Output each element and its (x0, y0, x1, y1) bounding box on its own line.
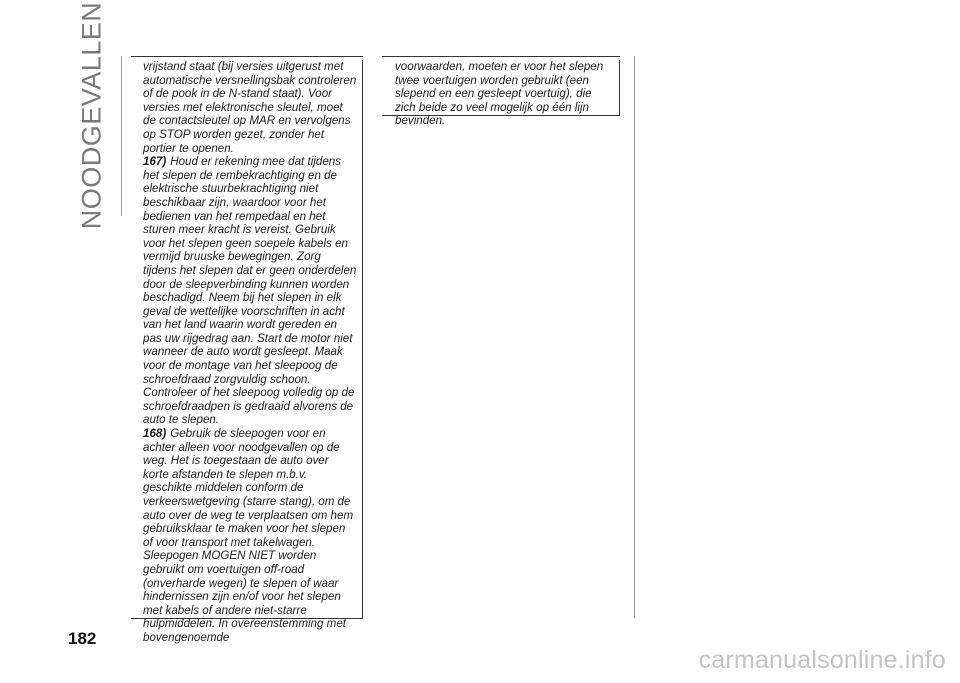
note-168 (143, 427, 357, 645)
note-168-number: 168) (143, 427, 167, 441)
page-number: 182 (68, 629, 97, 648)
intro-paragraph: vrijstand staat (bij versies uitgerust met automatische versnellingsbak controleren of de pook in de N-stand staat). Voor versies met elektronische sleutel, moet de contactsleutel op MAR en vervolgens op STOP worden gezet, zonder het portier te openen. (143, 60, 357, 155)
watermark: carmanualsonline.info (698, 646, 946, 674)
note-167-text: Houd er rekening mee dat tijdens het slepen de rembekrachtiging en de elektrische stuurbekrachtiging niet beschikbaar zijn, waardoor voor het bedienen van het rempedaal en het sturen meer kracht is vereist. Gebruik voor het slepen geen soepele kabels en vermijd bruuske bewegingen. Zorg tijdens het slepen dat er geen onderdelen door de sleepverbinding kunnen worden beschadigd. Neem bij het slepen in elk geval de wettelijke voorschriften in acht van het land waarin wordt gereden en pas uw rijgedrag aan. Start de motor niet wanneer de auto wordt gesleept. Maak voor de montage van het sleepoog de schroefdraad zorgvuldig schoon. Controleer of het sleepoog volledig op de schroefdraadpen is gedraaid alvorens de auto te slepen. (143, 155, 357, 427)
section-title-text: NOODGEVALLEN (76, 1, 107, 229)
note-167 (143, 155, 357, 427)
column1-top-rule (131, 56, 363, 57)
warning-column-2 (382, 60, 620, 128)
column3-rule (634, 56, 635, 618)
section-divider (121, 56, 122, 216)
column2-top-rule (382, 56, 620, 57)
column2-paragraph: voorwaarden, moeten er voor het slepen twee voertuigen worden gebruikt (een slepend en een gesleept voertuig), die zich beide zo veel mogelijk op één lijn bevinden. (395, 60, 604, 128)
note-168-text: Gebruik de sleepogen voor en achter alleen voor noodgevallen op de weg. Het is toegestaan de auto over korte afstanden te slepen m.b.v. geschikte middelen conform de verkeerswetgeving (starre stang), om de auto over de weg te verplaatsen om hem gebruiksklaar te maken voor het slepen of voor transport met takelwagen. Sleepogen MOGEN NIET worden gebruikt om voertuigen off-road (onverharde wegen) te slepen of waar hindernissen zijn en/of voor het slepen met kabels of andere niet-starre hulpmiddelen. In overeenstemming met bovengenoemde (143, 427, 354, 644)
warning-column-1 (131, 60, 363, 644)
section-title (62, 0, 122, 230)
note-167-number: 167) (143, 155, 167, 169)
